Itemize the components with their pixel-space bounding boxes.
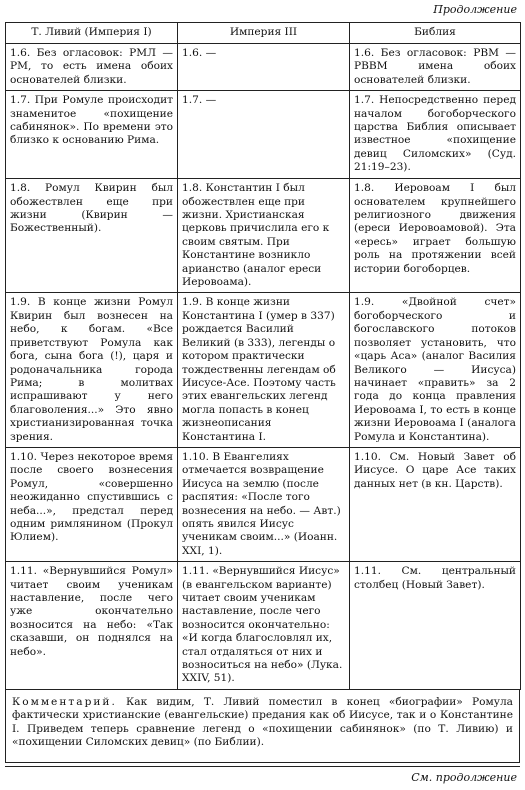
table-cell: 1.11. См. центральный столбец (Новый Завет). (350, 562, 521, 690)
table-cell: 1.8. Иеровоам I был основателем крупнейшего религиозного движения (ереси Иеровоамовой). Эта «ересь» играет большую роль на протяжении всей истории богоборцев. (350, 179, 521, 293)
bottom-divider (5, 766, 520, 767)
table-cell: 1.8. Константин I был обожествлен еще при жизни. Христианская церковь причислила его к своим святым. При Константине возникло арианство (аналог ереси Иеровоама). (178, 179, 350, 293)
commentary-block (5, 689, 520, 763)
table-header-row (6, 23, 521, 44)
table-cell: 1.11. «Вернувшийся Ромул» читает своим ученикам наставление, после чего уже окончательно возносится на небо: «Так сказавши, он поднялся на небо». (6, 562, 178, 690)
table-cell: 1.10. Через некоторое время после своего вознесения Ромул, «совершенно неожиданно спустившись с неба...», предстал перед одним римлянином (Прокул Юлием). (6, 447, 178, 561)
continuation-footer: См. продолжение (411, 771, 517, 784)
table-cell: 1.6. — (178, 44, 350, 91)
column-header-empire-3: Империя III (178, 23, 350, 44)
table-cell: 1.9. В конце жизни Ромул Квирин был вознесен на небо, к богам. «Все приветствуют Ромула как бога, сына бога (!), царя и родоначальника города Рима; в молитвах испрашивают у него благоволения...» Это явно христианизированная точка зрения. (6, 293, 178, 447)
table-cell: 1.7. При Ромуле происходит знаменитое «похищение сабинянок». По времени это близко к основанию Рима. (6, 91, 178, 179)
table-row (6, 447, 521, 561)
commentary-text: Как видим, Т. Ливий поместил в конец «биографии» Ромула фактически христианские (евангельские) предания как об Иисусе, так и о Константине I. Приведем теперь сравнение легенд о «похищении сабинянок» (по Т. Ливию) и «похищении Силомских девиц» (по Библии). (12, 696, 513, 749)
table-row (6, 91, 521, 179)
column-header-bible: Библия (350, 23, 521, 44)
table-row (6, 179, 521, 293)
commentary-lead: Комментарий. (12, 696, 117, 708)
table-cell: 1.9. В конце жизни Константина I (умер в 337) рождается Василий Великий (в 333), легенды о котором практически тождественны легендам об Иисусе-Асе. Поэтому часть этих евангельских легенд могла попасть в конец жизнеописания Константина I. (178, 293, 350, 447)
table-cell: 1.7. Непосредственно перед началом богоборческого царства Библия описывает известное «похищение девиц Силомских» (Суд. 21:19–23). (350, 91, 521, 179)
continuation-header: Продолжение (433, 3, 517, 16)
table-cell: 1.11. «Вернувшийся Иисус» (в евангельском варианте) читает своим ученикам наставление, после чего возносится окончательно: «И когда благословлял их, стал отдаляться от них и возноситься на небо» (Лука. XXIV, 51). (178, 562, 350, 690)
table-cell: 1.7. — (178, 91, 350, 179)
column-header-livy: Т. Ливий (Империя I) (6, 23, 178, 44)
table-row (6, 293, 521, 447)
table-cell: 1.10. В Евангелиях отмечается возвращение Иисуса на землю (после распятия: «После того вознесения на небо. — Авт.) опять явился Иисус ученикам своим...» (Иоанн. XXI, 1). (178, 447, 350, 561)
table-cell: 1.9. «Двойной счет» богоборческого и богославского потоков позволяет установить, что «царь Аса» (аналог Василия Великого — Иисуса) начинает «править» за 2 года до конца правления Иеровоама I, то есть в конце жизни Иеровоама I (аналога Ромула и Константина). (350, 293, 521, 447)
table-row (6, 44, 521, 91)
comparison-table (5, 22, 521, 690)
table-cell: 1.8. Ромул Квирин был обожествлен еще при жизни (Квирин — Божественный). (6, 179, 178, 293)
table-row (6, 562, 521, 690)
table-cell: 1.6. Без огласовок: РВМ — РВВМ имена обоих основателей близки. (350, 44, 521, 91)
table-cell: 1.6. Без огласовок: РМЛ — РМ, то есть имена обоих основателей близки. (6, 44, 178, 91)
table-cell: 1.10. См. Новый Завет об Иисусе. О царе Асе таких данных нет (в кн. Царств). (350, 447, 521, 561)
